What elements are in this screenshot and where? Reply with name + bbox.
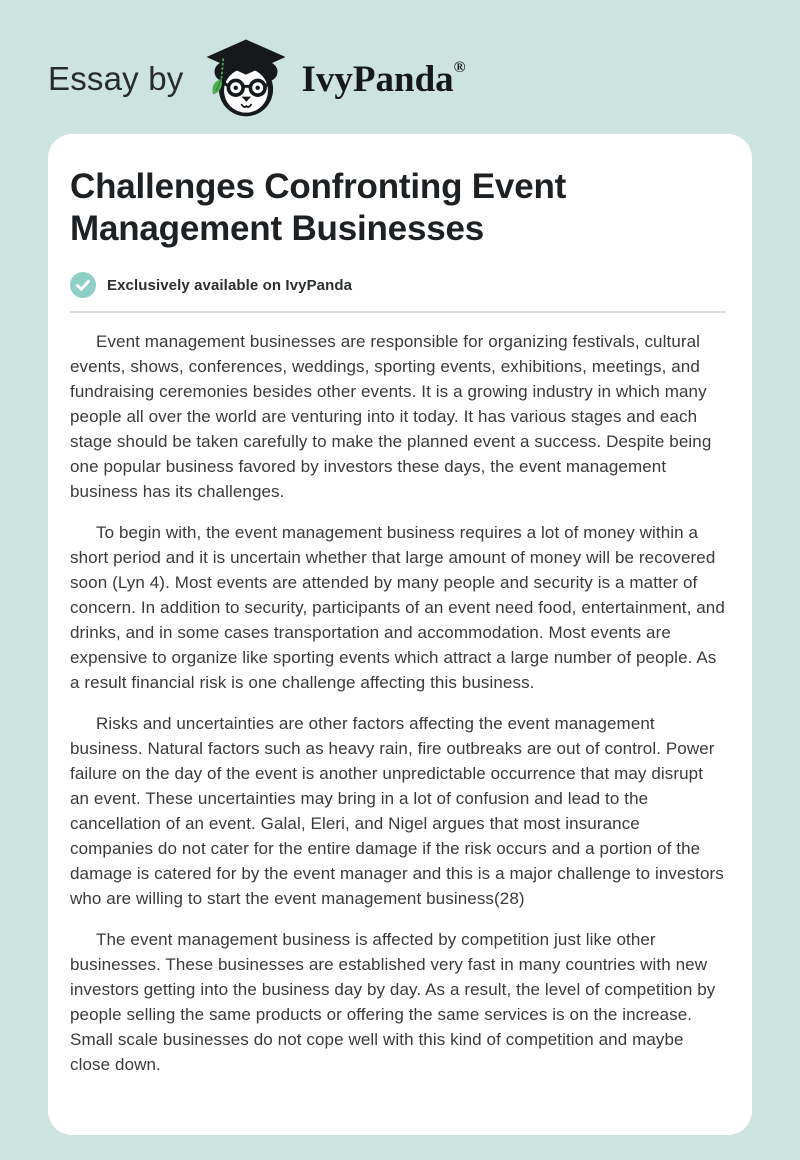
essay-body bbox=[70, 329, 726, 1077]
essay-paragraph: To begin with, the event management business requires a lot of money within a short period and it is uncertain whether that large amount of money will be recovered soon (Lyn 4). Most events are attended by many people and security is a matter of concern. In addition to security, participants of an event need food, entertainment, and drinks, and in some cases transportation and accommodation. Most events are expensive to organize like sporting events which attract a large number of people. As a result financial risk is one challenge affecting this business. bbox=[70, 523, 725, 692]
brand-wordmark bbox=[302, 58, 466, 101]
essay-paragraph: Risks and uncertainties are other factors affecting the event management business. Natural factors such as heavy rain, fire outbreaks are out of control. Power failure on the day of the event is another unpredictable occurrence that may disrupt an event. These uncertainties may bring in a lot of confusion and lead to the cancellation of an event. Galal, Eleri, and Nigel argues that most insurance companies do not cater for the entire damage if the risk occurs and a portion of the damage is catered for by the event manager and this is a major challenge to investors who are willing to start the event management business(28) bbox=[70, 714, 724, 908]
essay-paragraph: Event management businesses are responsible for organizing festivals, cultural events, shows, conferences, weddings, sporting events, exhibitions, meetings, and fundraising ceremonies besides other events. It is a growing industry in which many people all over the world are venturing into it today. It has various stages and each stage should be taken carefully to make the planned event a success. Despite being one popular business favored by investors these days, the event management business has its challenges. bbox=[70, 332, 712, 501]
registered-trademark-symbol: ® bbox=[453, 58, 466, 76]
divider bbox=[70, 311, 726, 313]
essay-card bbox=[48, 134, 752, 1135]
exclusive-badge-label: Exclusively available on IvyPanda bbox=[107, 276, 353, 294]
essay-by-label: Essay by bbox=[48, 60, 184, 97]
site-header bbox=[0, 0, 800, 120]
brand-name: IvyPanda bbox=[301, 58, 454, 100]
ivypanda-panda-graduate-icon bbox=[202, 38, 290, 120]
exclusive-badge bbox=[70, 272, 726, 298]
checkmark-icon bbox=[70, 272, 96, 298]
essay-paragraph: The event management business is affected by competition just like other businesses. These businesses are established very fast in many countries with new investors getting into the business day by day. As a result, the level of competition by people selling the same products or offering the same services is on the increase. Small scale businesses do not cope well with this kind of competition and maybe close down. bbox=[70, 930, 716, 1074]
page-title: Challenges Confronting Event Management Businesses bbox=[70, 167, 567, 248]
